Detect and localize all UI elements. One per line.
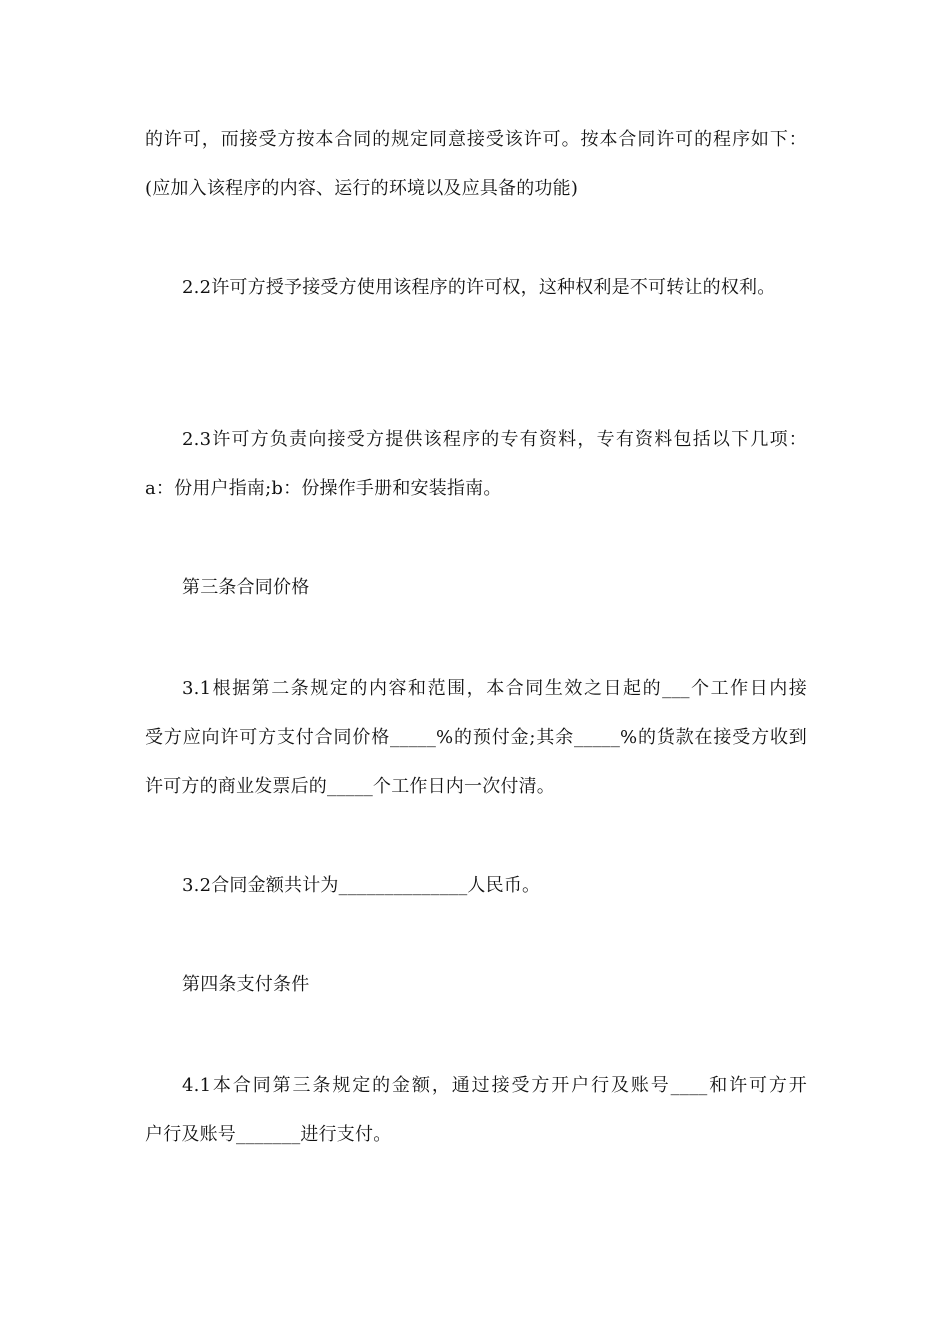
paragraph-line: 许可方的商业发票后的_____个工作日内一次付清。 <box>145 776 555 797</box>
paragraph-line: 户行及账号_______进行支付。 <box>145 1124 392 1145</box>
paragraph-line: 受方应向许可方支付合同价格_____%的预付金;其余_____%的货款在接受方收到 <box>145 727 807 748</box>
section-heading-4: 第四条支付条件 <box>182 974 310 995</box>
paragraph-line: (应加入该程序的内容、运行的环境以及应具备的功能) <box>145 178 579 199</box>
clause-3-2: 3.2合同金额共计为______________人民币。 <box>182 875 541 896</box>
paragraph-line: 的许可，而接受方按本合同的规定同意接受该许可。按本合同许可的程序如下： <box>145 129 807 150</box>
clause-4-1: 4.1本合同第三条规定的金额，通过接受方开户行及账号____和许可方开 <box>182 1075 807 1096</box>
section-heading-3: 第三条合同价格 <box>182 577 310 598</box>
clause-2-2: 2.2许可方授予接受方使用该程序的许可权，这种权利是不可转让的权利。 <box>182 277 776 298</box>
clause-2-3: 2.3许可方负责向接受方提供该程序的专有资料，专有资料包括以下几项： <box>182 429 807 450</box>
clause-3-1: 3.1根据第二条规定的内容和范围，本合同生效之日起的___个工作日内接 <box>182 678 807 699</box>
paragraph-line: a：份用户指南;b：份操作手册和安装指南。 <box>145 478 502 499</box>
